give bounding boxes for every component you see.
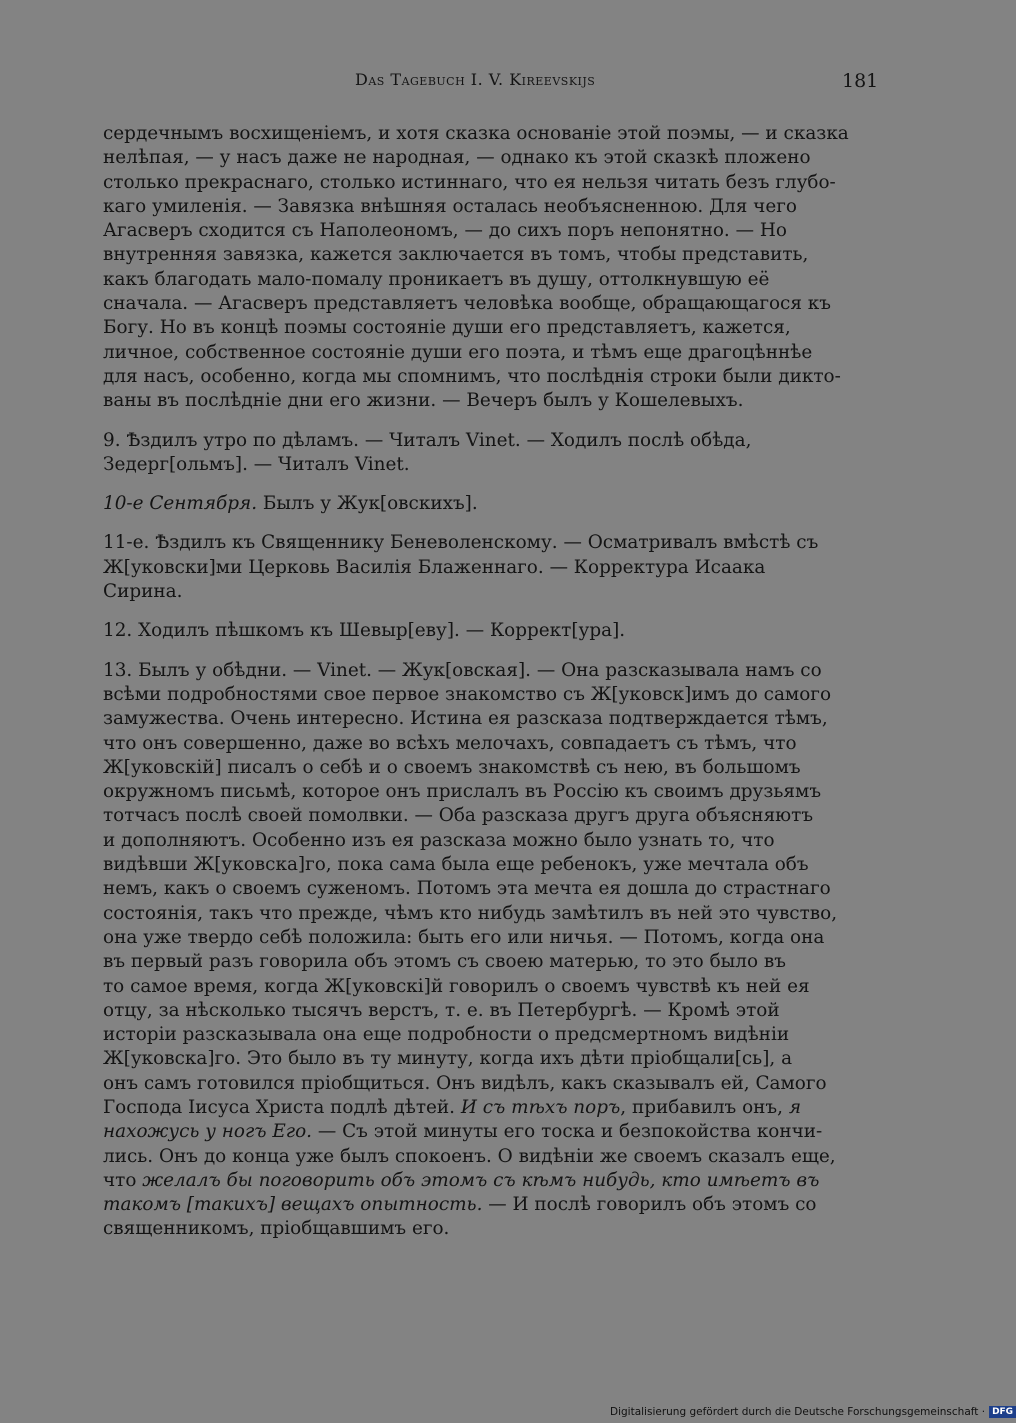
text-line: исторіи разсказывала она еще подробности о предсмертномъ видѣніи — [103, 1024, 790, 1046]
text-line: внутренняя завязка, кажется заключается въ томъ, чтобы представить, — [103, 244, 809, 266]
text-line: Зедерг[ольмъ]. — Читалъ Vinet. — [103, 453, 410, 475]
text-line: такомъ [такихъ] вещахъ опытность. — И послѣ говорилъ объ этомъ со — [103, 1194, 817, 1216]
text-line: столько прекраснаго, столько истиннаго, что ея нельзя читать безъ глубо- — [103, 171, 836, 193]
text-line: Агасверъ сходится съ Наполеономъ, — до сихъ поръ непонятно. — Но — [103, 220, 787, 242]
text-line: каго умиленія. — Завязка внѣшняя осталась необъясненною. Для чего — [103, 195, 797, 217]
page-number: 181 — [842, 70, 879, 92]
text-line: 11-е. Ѣздилъ къ Священнику Беневоленскому. — Осматривалъ вмѣстѣ съ — [103, 532, 819, 554]
text-line: состоянія, такъ что прежде, чѣмъ кто нибудь замѣтилъ въ ней это чувство, — [103, 902, 838, 924]
date-label: 10-е Сентября. — [103, 493, 258, 515]
text-line: нахожусь у ногъ Его. — Съ этой минуты его тоска и безпокойства кончи- — [103, 1121, 823, 1143]
paragraph-6 — [103, 659, 878, 1242]
text-line: Господа Іисуса Христа подлѣ дѣтей. И съ тѣхъ поръ, прибавилъ онъ, я — [103, 1096, 802, 1118]
text-line: она уже твердо себѣ положила: быть его или ничья. — Потомъ, когда она — [103, 926, 825, 948]
text-line: то самое время, когда Ж[уковскі]й говорилъ о своемъ чувствѣ къ ней ея — [103, 975, 810, 997]
text-line: какъ благодать мало-помалу проникаетъ въ душу, оттолкнувшую её — [103, 268, 770, 290]
text-line: тотчасъ послѣ своей помолвки. — Оба разсказа другъ друга объясняютъ — [103, 805, 814, 827]
paragraph-2 — [103, 429, 878, 478]
text-line: 13. Былъ у обѣдни. — Vinet. — Жук[овская]. — Она разсказывала намъ со — [103, 659, 822, 681]
text-line: онъ самъ готовился пріобщиться. Онъ видѣлъ, какъ сказывалъ ей, Самого — [103, 1072, 827, 1094]
dfg-logo: DFG — [989, 1406, 1016, 1418]
text-line: для насъ, особенно, когда мы спомнимъ, что послѣднія строки были дикто- — [103, 365, 841, 387]
text-line: всѣми подробностями свое первое знакомство съ Ж[уковск]имъ до самого — [103, 683, 832, 705]
text-line: и дополняютъ. Особенно изъ ея разсказа можно было узнать то, что — [103, 829, 775, 851]
text-line: въ первый разъ говорила объ этомъ съ своею матерью, то это было въ — [103, 951, 786, 973]
text-line: окружномъ письмѣ, которое онъ прислалъ въ Россію къ своимъ друзьямъ — [103, 781, 822, 803]
digitization-footer — [610, 1406, 1014, 1418]
text-line: нелѣпая, — у насъ даже не народная, — однако къ этой сказкѣ пложено — [103, 147, 811, 169]
paragraph-3 — [103, 492, 878, 516]
text-line: что онъ совершенно, даже во всѣхъ мелочахъ, совпадаетъ съ тѣмъ, что — [103, 732, 797, 754]
text-line: Ж[уковски]ми Церковь Василія Блаженнаго. — Корректура Исаака — [103, 556, 766, 578]
paragraph-6-lines — [103, 659, 878, 1096]
paragraph-5 — [103, 619, 878, 643]
text-line: немъ, какъ о своемъ суженомъ. Потомъ эта мечта ея дошла до страстнаго — [103, 878, 831, 900]
text-line: Ж[уковскій] писалъ о себѣ и о своемъ знакомствѣ съ нею, въ большомъ — [103, 756, 801, 778]
paragraph-1 — [103, 122, 878, 414]
text-line: Ж[уковска]го. Это было въ ту минуту, когда ихъ дѣти пріобщали[сь], а — [103, 1048, 793, 1070]
paragraph-4 — [103, 531, 878, 604]
body-text — [103, 122, 878, 1242]
text-line: 9. Ѣздилъ утро по дѣламъ. — Читалъ Vinet. — Ходилъ послѣ обѣда, — [103, 429, 752, 451]
text-line: 12. Ходилъ пѣшкомъ къ Шевыр[еву]. — Коррект[ура]. — [103, 620, 626, 642]
text-line: лись. Онъ до конца уже былъ спокоенъ. О видѣніи же своемъ сказалъ еще, — [103, 1145, 836, 1167]
running-title: Das Tagebuch I. V. Kireevskijs — [355, 70, 596, 89]
text-line: видѣвши Ж[уковска]го, пока сама была еще ребенокъ, уже мечтала объ — [103, 854, 809, 876]
entry-text: Былъ у Жук[овскихъ]. — [257, 493, 478, 515]
text-line: Сирина. — [103, 581, 183, 603]
text-line: сначала. — Агасверъ представляетъ человѣка вообще, обращающагося къ — [103, 293, 831, 315]
text-line: священникомъ, пріобщавшимъ его. — [103, 1218, 450, 1240]
text-line: сердечнымъ восхищеніемъ, и хотя сказка основаніе этой поэмы, — и сказка — [103, 123, 849, 144]
text-line: что желалъ бы поговорить объ этомъ съ кѣмъ нибудь, кто имѣетъ въ — [103, 1169, 820, 1191]
text-line: замужества. Очень интересно. Истина ея разсказа подтверждается тѣмъ, — [103, 708, 828, 730]
text-line: личное, собственное состояніе души его поэта, и тѣмъ еще драгоцѣннѣе — [103, 341, 813, 363]
text-line: ваны въ послѣдніе дни его жизни. — Вечеръ былъ у Кошелевыхъ. — [103, 390, 744, 412]
footer-text: Digitalisierung gefördert durch die Deutsche Forschungsgemeinschaft · — [610, 1406, 986, 1418]
text-line: отцу, за нѣсколько тысячъ верстъ, т. е. въ Петербургѣ. — Кромѣ этой — [103, 999, 780, 1021]
text-line: Богу. Но въ концѣ поэмы состояніе души его представляетъ, кажется, — [103, 317, 791, 339]
